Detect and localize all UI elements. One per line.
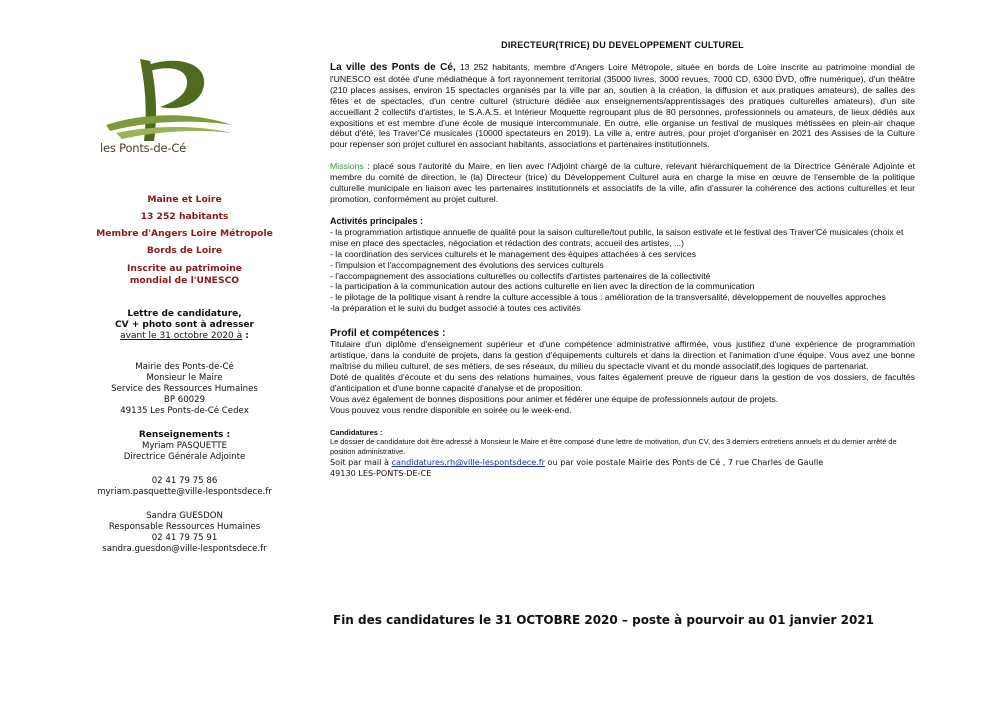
job-offer-body: [330, 40, 915, 479]
profile-paragraph: Titulaire d'un diplôme d'enseignement supérieur et d'une compétence administrative affirmée, vous justifiez d'une expérience de programmation artistique, dans la conduite de projets, dans la gestion d'équipements culturels et dans la direction et l'animation d'une équipe. Vous avez une bonne maîtrise du milieu culturel, de ses métiers, de ses réseaux, du milieu du spectacle vivant et du monde associatif,des logiques de partenariat.: [330, 339, 915, 371]
fact-location: Bords de Loire: [146, 245, 223, 256]
list-item: - la participation à la communication autour des actions culturelle en lien avec la direction de la communication: [330, 281, 755, 292]
logo-p-icon: [82, 55, 287, 155]
activities-heading: Activités principales :: [330, 215, 424, 226]
missions-text: : placé sous l'autorité du Maire, en lien avec l'Adjoint chargé de la culture, relevant hiérarchiquement de la Directrice Générale Adjointe et membre du comité de direction, le (la) Directeur (trice) du Développement Culturel aura en charge la mise en œuvre de l'ensemble de la politique culturelle municipale en liaison avec les partenaires institutionnels et associatifs de la ville, afin d'assurer la cohérence des actions culturelles et leur promotion, conformément au projet culturel.: [330, 161, 915, 204]
contact-role: Directrice Générale Adjointe: [123, 452, 246, 462]
application-deadline: avant le 31 octobre 2020 à: [120, 331, 243, 341]
candidatures-section: [330, 428, 915, 479]
profile-paragraph: Doté de qualités d'écoute et du sens des relations humaines, vous faites également preuve de rigueur dans la gestion de vos dossiers, de facultés d'anticipation et d'une bonne capacité d'analyse et de proposition.: [330, 371, 915, 393]
intro-paragraph: [330, 62, 915, 150]
profile-heading: Profil et compétences :: [330, 327, 446, 340]
address-line: BP 60029: [163, 395, 206, 405]
list-item: - l'accompagnement des associations culturelles ou collectifs d'artistes partenaires de la collectivité: [330, 270, 711, 281]
contact-heading: Renseignements :: [138, 430, 231, 440]
contact-name: Myriam PASQUETTE: [141, 441, 228, 451]
application-colon: :: [242, 331, 249, 341]
fact-unesco-line2: mondial de l'UNESCO: [129, 275, 240, 286]
address-line: Monsieur le Maire: [146, 373, 223, 383]
list-item: -la préparation et le suivi du budget associé à toutes ces activités: [330, 303, 581, 314]
candidatures-heading: Candidatures :: [330, 428, 383, 438]
contact-role: Responsable Ressources Humaines: [108, 522, 261, 532]
city-logo: [82, 55, 287, 155]
missions-label: Missions: [330, 161, 364, 172]
list-item: - la coordination des services culturels et le management des équipes attachées à ces services: [330, 248, 697, 259]
application-line1: Lettre de candidature,: [127, 309, 242, 319]
activities-section: [330, 216, 915, 314]
missions-paragraph: [330, 161, 915, 205]
address-line: Mairie des Ponts-de-Cé: [135, 362, 234, 372]
profile-paragraph: Vous avez également de bonnes dispositions pour animer et fédérer une équipe de professionnels autour de projets.: [330, 393, 779, 404]
fact-population: 13 252 habitants: [140, 211, 229, 222]
sidebar: [82, 55, 287, 555]
profile-paragraph: Vous pouvez vous rendre disponible en soirée ou le week-end.: [330, 404, 572, 415]
send-instructions: [330, 457, 915, 468]
list-item: - la programmation artistique annuelle de qualité pour la saison culturelle/tout public, la saison estivale et le festival des Traver'Cé musicales (choix et mise en place des spectacles, négociation et rédaction des contrats, accueil des artistes, ...): [330, 226, 904, 248]
postal-address: [82, 362, 287, 417]
address-line: Service des Ressources Humaines: [111, 384, 258, 394]
logo-wordmark: les Ponts-de-Cé: [100, 141, 187, 155]
list-item: - le pilotage de la politique visant à rendre la culture accessible à tous : amélioration de la transversalité, développement de nouvelles approches: [330, 292, 886, 303]
intro-lead: La ville des Ponts de Cé,: [330, 62, 456, 73]
profile-section: [330, 327, 915, 415]
contact-email[interactable]: sandra.guesdon@ville-lespontsdece.fr: [102, 544, 267, 554]
fact-region: Maine et Loire: [147, 194, 222, 205]
fact-metropole: Membre d'Angers Loire Métropole: [96, 228, 273, 239]
fact-unesco-line1: Inscrite au patrimoine: [127, 263, 242, 274]
address-line: 49135 Les Ponts-de-Cé Cedex: [120, 406, 249, 416]
contact-name: Sandra GUESDON: [146, 511, 223, 521]
city-facts: [82, 191, 287, 287]
send-city: 49130 LES-PONTS-DE-CE: [330, 468, 432, 479]
list-item: - l'impulsion et l'accompagnement des évolutions des services culturels: [330, 259, 604, 270]
candidatures-text: Le dossier de candidature doit être adressé à Monsieur le Maire et être composé d'une lettre de motivation, d'un CV, des 3 derniers entretiens annuels et du dernier arrêté de position administrative.: [330, 437, 897, 457]
candidatures-email-link[interactable]: candidatures.rh@ville-lespontsdece.fr: [391, 457, 545, 468]
send-prefix: Soit par mail à: [330, 457, 392, 468]
application-line2: CV + photo sont à adresser: [115, 320, 254, 330]
deadline-banner: Fin des candidatures le 31 OCTOBRE 2020 – poste à pourvoir au 01 janvier 2021: [333, 613, 874, 627]
application-instructions: [82, 309, 287, 342]
send-suffix: ou par voie postale Mairie des Ponts de Cé , 7 rue Charles de Gaulle: [544, 457, 824, 468]
contact-block: [82, 430, 287, 555]
intro-text: 13 252 habitants, membre d'Angers Loire Métropole, située en bords de Loire inscrite au patrimoine mondial de l'UNESCO est dotée d'une médiathèque à fort rayonnement territorial (35000 livres, 3000 revues, 7000 CD, 6300 DVD, offre numérique), d'un théâtre (210 places assises, environ 15 spectacles organisés par la ville par an, soutien à la création, la diffusion et aux pratiques amateurs), de salles des fêtes et de spectacles, d'un centre culturel (structure dédiée aux enseignements/apprentissages des pratiques culturelles amateurs), d'un site accueillant 2 collectifs d'artistes, le S.A.A.S. et Intérieur Moquette regroupant plus de 80 personnes, professionnels ou amateurs, de lieux dédiés aux expositions et est membre d'une école de musique intercommunale. En outre, elle organise un festival de musiques métissées en plein-air chaque début d'été, les Traver'Cé musicales (10000 spectateurs en 2019). La ville a, entre autres, pour projet d'organiser en 2021 des Assises de la Culture pour repenser son projet culturel en associant habitants, associations et partenaires institutionnels.: [330, 62, 915, 150]
contact-phone: 02 41 79 75 91: [151, 533, 218, 543]
job-title: DIRECTEUR(TRICE) DU DEVELOPPEMENT CULTUREL: [501, 40, 744, 50]
contact-email[interactable]: myriam.pasquette@ville-lespontsdece.fr: [97, 487, 272, 497]
contact-phone: 02 41 79 75 86: [151, 476, 218, 486]
